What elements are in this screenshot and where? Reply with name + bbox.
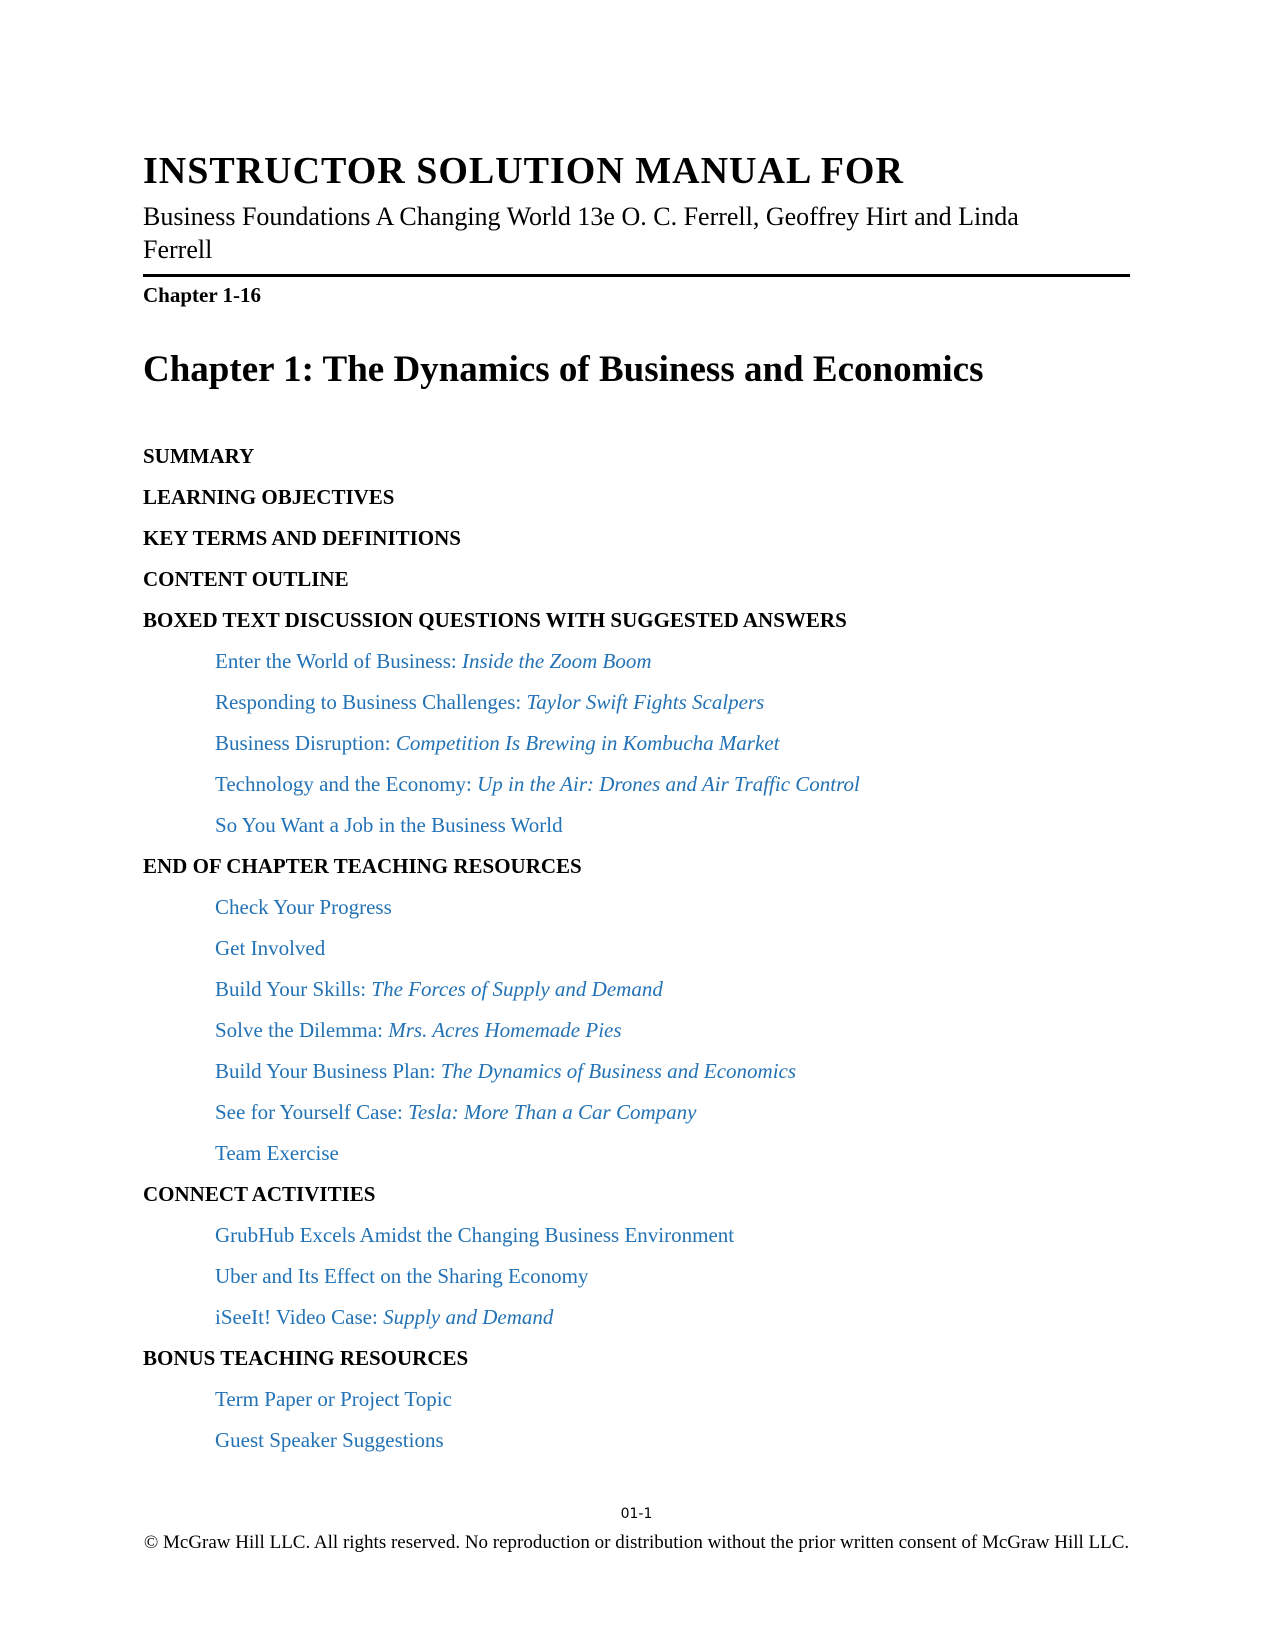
outline-heading-text: END OF CHAPTER TEACHING RESOURCES — [143, 854, 582, 878]
outline-link[interactable] — [143, 1297, 1130, 1338]
outline-link-text: Enter the World of Business: — [215, 649, 462, 673]
outline-list — [143, 436, 1130, 1461]
outline-heading — [143, 1338, 1130, 1379]
outline-heading — [143, 1174, 1130, 1215]
outline-heading-text: CONNECT ACTIVITIES — [143, 1182, 376, 1206]
outline-link-text: GrubHub Excels Amidst the Changing Business Environment — [215, 1223, 735, 1247]
outline-heading-text: CONTENT OUTLINE — [143, 567, 349, 591]
outline-link-title-italic: Mrs. Acres Homemade Pies — [388, 1018, 622, 1042]
outline-link[interactable] — [143, 969, 1130, 1010]
outline-link[interactable] — [143, 1256, 1130, 1297]
outline-link-text: Term Paper or Project Topic — [215, 1387, 452, 1411]
header-rule — [143, 274, 1130, 277]
outline-heading — [143, 477, 1130, 518]
outline-link-title-italic: Tesla: More Than a Car Company — [408, 1100, 697, 1124]
outline-heading — [143, 436, 1130, 477]
page-number: 01-1 — [620, 1506, 653, 1522]
outline-link-text: Build Your Skills: — [215, 977, 372, 1001]
outline-link[interactable] — [143, 682, 1130, 723]
outline-link-text: Technology and the Economy: — [215, 772, 478, 796]
outline-link-text: Responding to Business Challenges: — [215, 690, 527, 714]
outline-heading — [143, 846, 1130, 887]
outline-link[interactable] — [143, 1133, 1130, 1174]
outline-link-text: Check Your Progress — [215, 895, 392, 919]
outline-link-text: See for Yourself Case: — [215, 1100, 409, 1124]
outline-link-text: Uber and Its Effect on the Sharing Economy — [215, 1264, 589, 1288]
outline-link-text: So You Want a Job in the Business World — [215, 813, 563, 837]
outline-link-text: Solve the Dilemma: — [215, 1018, 389, 1042]
copyright-notice: © McGraw Hill LLC. All rights reserved. No reproduction or distribution without the prior written consent of McGraw Hill LLC. — [143, 1532, 1130, 1553]
outline-link-title-italic: Competition Is Brewing in Kombucha Market — [395, 731, 780, 755]
outline-link-title-italic: Taylor Swift Fights Scalpers — [526, 690, 765, 714]
outline-heading — [143, 559, 1130, 600]
outline-heading-text: LEARNING OBJECTIVES — [143, 485, 395, 509]
outline-link[interactable] — [143, 1092, 1130, 1133]
outline-link-title-italic: The Dynamics of Business and Economics — [440, 1059, 797, 1083]
outline-link[interactable] — [143, 1379, 1130, 1420]
page-footer — [143, 1506, 1130, 1555]
outline-heading-text: BOXED TEXT DISCUSSION QUESTIONS WITH SUGGESTED ANSWERS — [143, 608, 847, 632]
outline-link-text: Business Disruption: — [215, 731, 396, 755]
outline-heading — [143, 518, 1130, 559]
outline-link-text: Build Your Business Plan: — [215, 1059, 441, 1083]
chapter-title: Chapter 1: The Dynamics of Business and Economics — [143, 349, 984, 390]
outline-link-title-italic: Up in the Air: Drones and Air Traffic Control — [477, 772, 860, 796]
outline-link[interactable] — [143, 928, 1130, 969]
outline-heading — [143, 600, 1130, 641]
outline-link[interactable] — [143, 887, 1130, 928]
outline-link[interactable] — [143, 1051, 1130, 1092]
outline-link[interactable] — [143, 723, 1130, 764]
outline-link[interactable] — [143, 805, 1130, 846]
outline-link-title-italic: Inside the Zoom Boom — [461, 649, 652, 673]
outline-link-title-italic: Supply and Demand — [383, 1305, 554, 1329]
manual-title: INSTRUCTOR SOLUTION MANUAL FOR — [143, 150, 904, 192]
page-content — [143, 0, 1130, 1461]
outline-link[interactable] — [143, 1420, 1130, 1461]
outline-link[interactable] — [143, 1215, 1130, 1256]
outline-link[interactable] — [143, 764, 1130, 805]
outline-link-text: Team Exercise — [215, 1141, 339, 1165]
outline-heading-text: KEY TERMS AND DEFINITIONS — [143, 526, 461, 550]
outline-heading-text: BONUS TEACHING RESOURCES — [143, 1346, 469, 1370]
outline-link[interactable] — [143, 1010, 1130, 1051]
outline-link-text: Get Involved — [215, 936, 326, 960]
outline-link-text: Guest Speaker Suggestions — [215, 1428, 444, 1452]
outline-link-title-italic: The Forces of Supply and Demand — [371, 977, 663, 1001]
outline-heading-text: SUMMARY — [143, 444, 255, 468]
book-subtitle: Business Foundations A Changing World 13e O. C. Ferrell, Geoffrey Hirt and Linda Ferrell — [143, 202, 1019, 264]
outline-link-text: iSeeIt! Video Case: — [215, 1305, 384, 1329]
chapter-range: Chapter 1-16 — [143, 283, 262, 307]
outline-link[interactable] — [143, 641, 1130, 682]
